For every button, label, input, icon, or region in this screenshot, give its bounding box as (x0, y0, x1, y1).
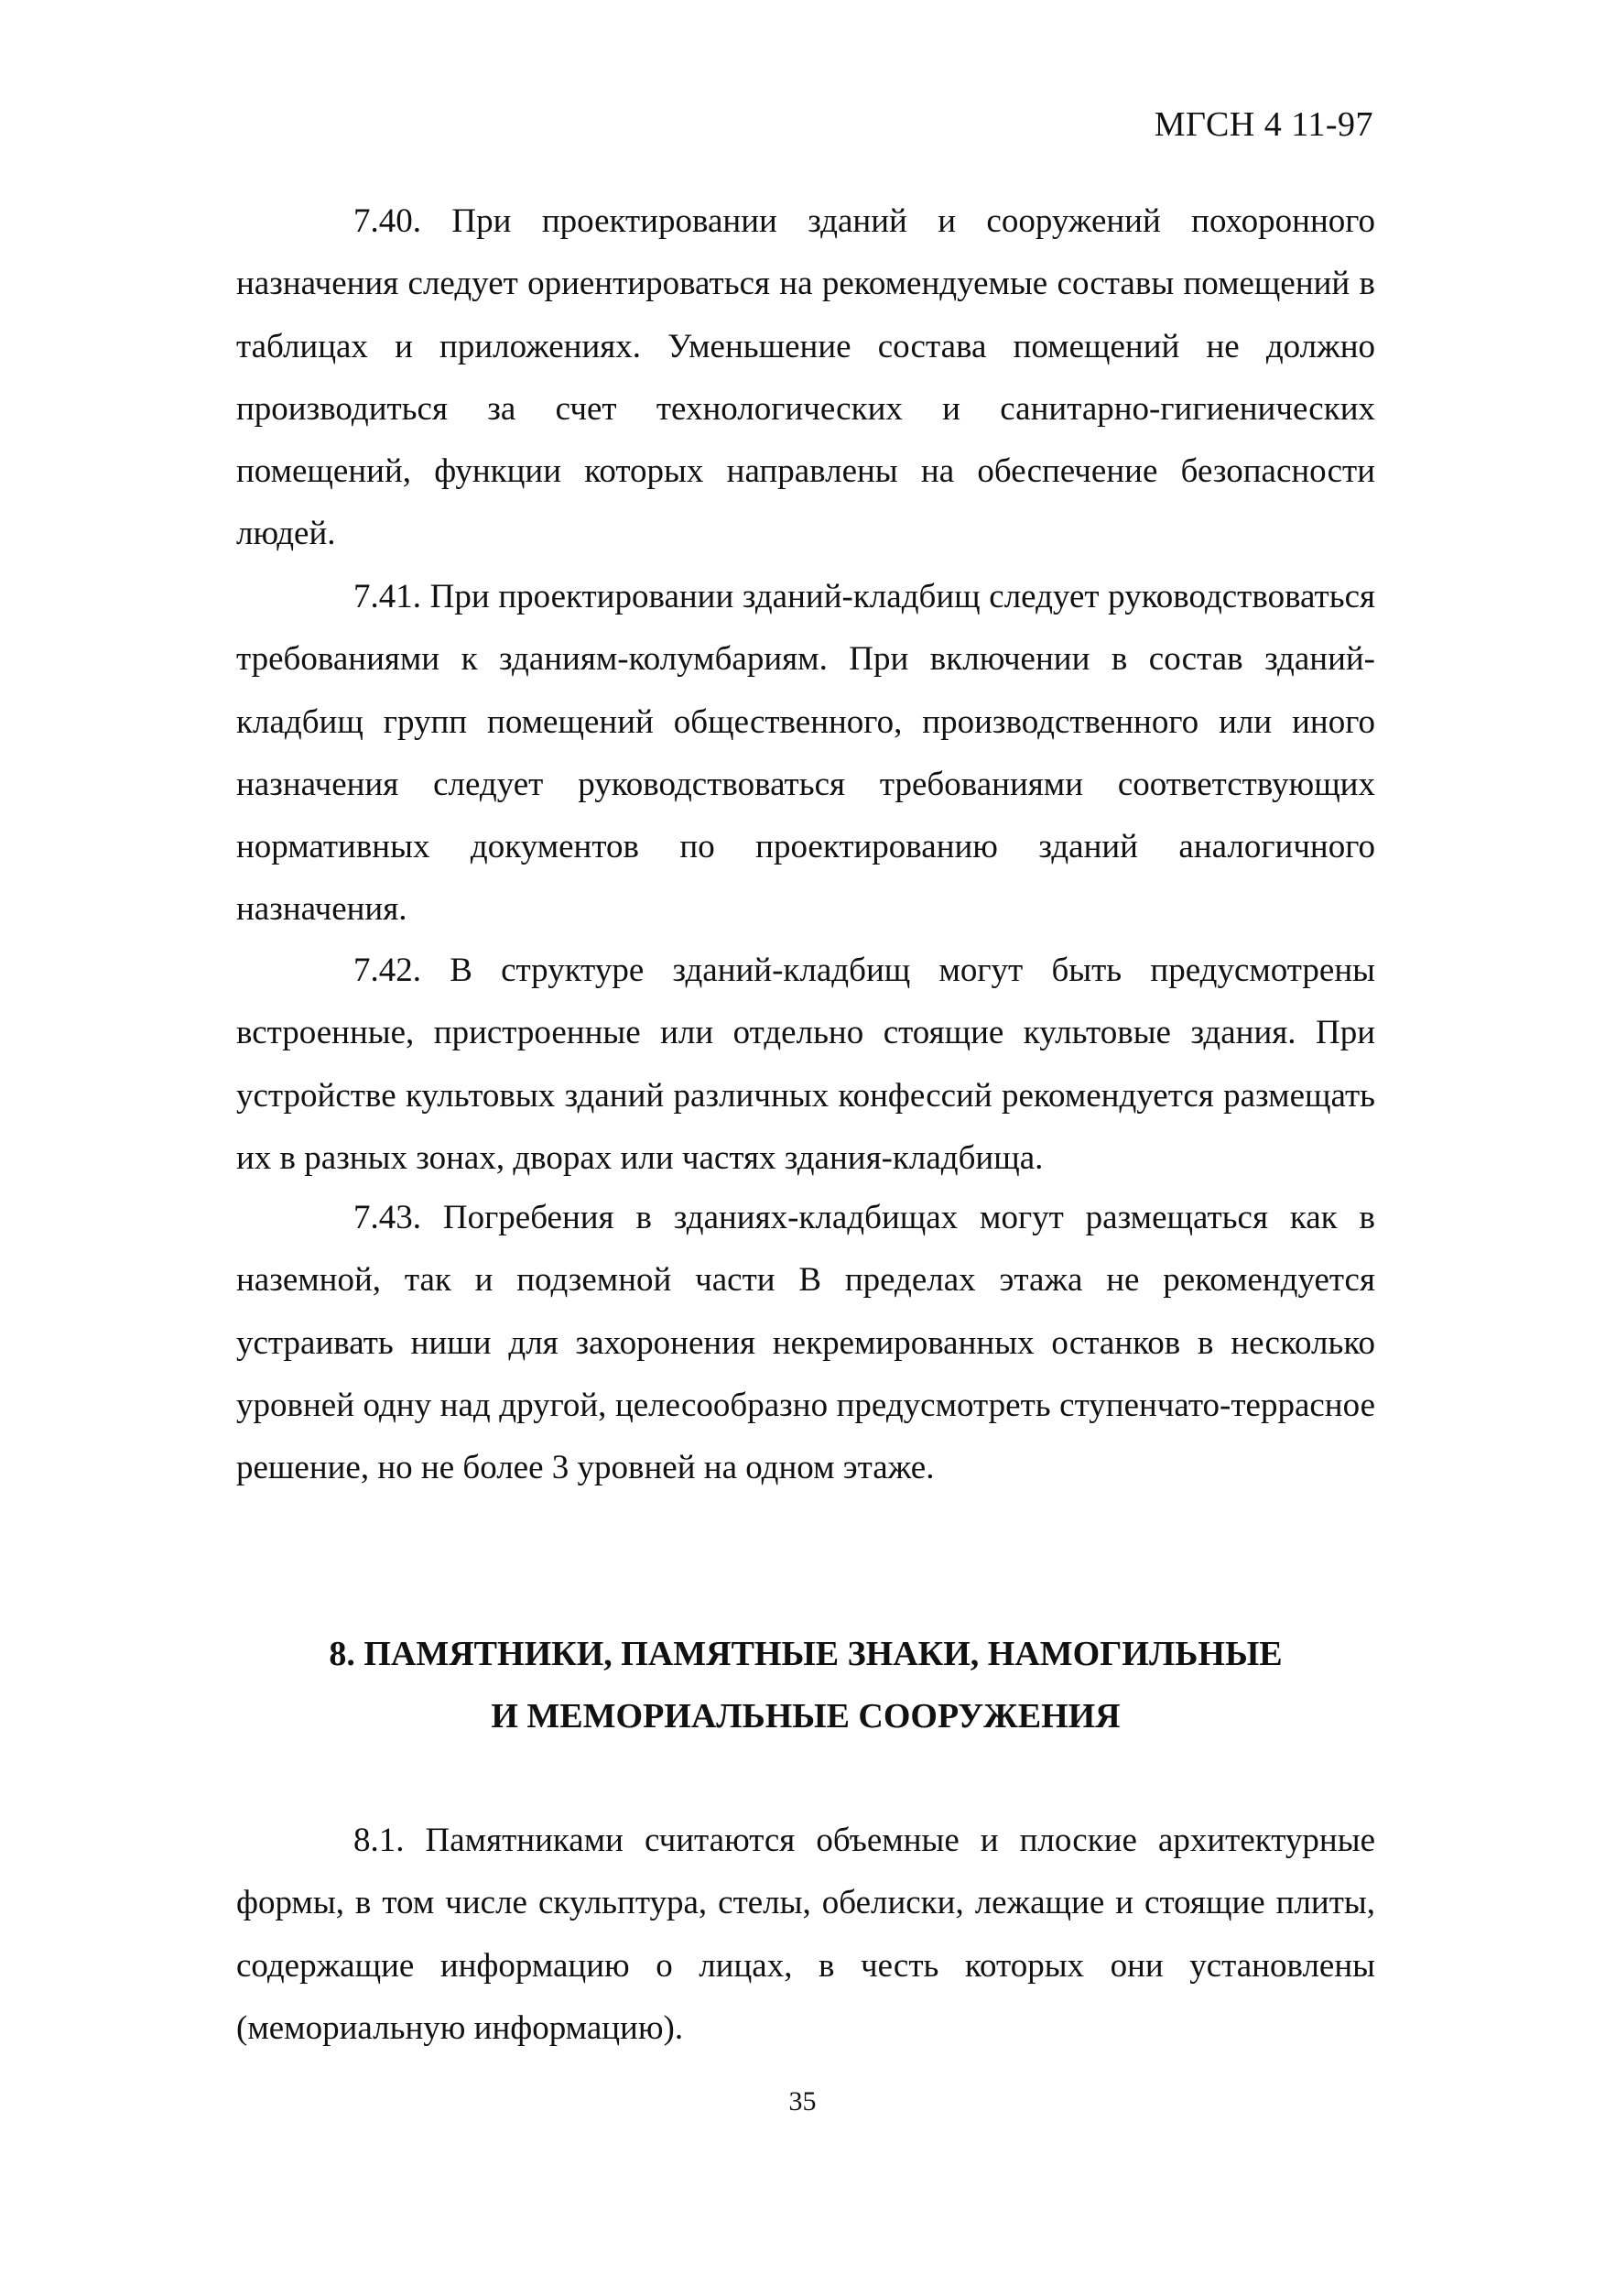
paragraph-number: 7.43. (353, 1199, 421, 1236)
paragraph-8-1 (236, 1810, 1375, 2060)
section-heading-line-1: 8. ПАМЯТНИКИ, ПАМЯТНЫЕ ЗНАКИ, НАМОГИЛЬНЫЕ (329, 1635, 1283, 1673)
paragraph-7-43 (236, 1187, 1375, 1499)
paragraph-text: При проектировании зданий и сооружений похоронного назначения следует ориентироваться на рекомендуемые составы помещений в таблицах и приложениях. Уменьшение состава помещений не должно производиться за счет технологических и санитарно-гигиенических помещений, функции которых направлены на обеспечение безопасности людей. (236, 202, 1375, 553)
section-heading (236, 1623, 1375, 1747)
document-code: МГСН 4 11-97 (1154, 105, 1373, 144)
section-heading-line-2: И МЕМОРИАЛЬНЫЕ СООРУЖЕНИЯ (491, 1697, 1121, 1736)
paragraph-text: Погребения в зданиях-кладбищах могут размещаться как в наземной, так и подземной части В пределах этажа не рекомендуется устраивать ниши для захоронения некремированных останков в несколько уровней одну над другой, целесообразно предусмотреть ступенчато-террасное решение, но не более 3 уровней на одном этаже. (236, 1199, 1375, 1487)
paragraph-text: Памятниками считаются объемные и плоские архитектурные формы, в том числе скульптура, стелы, обелиски, лежащие и стоящие плиты, содержащие информацию о лицах, в честь которых они установлены (мемориальную информацию). (236, 1822, 1376, 2047)
page-number: 35 (788, 2086, 817, 2116)
paragraph-number: 7.40. (353, 202, 421, 240)
paragraph-number: 7.41. (353, 578, 421, 615)
paragraph-7-41 (236, 566, 1375, 941)
paragraph-text: В структуре зданий-кладбищ могут быть предусмотрены встроенные, пристроенные или отдельно стоящие культовые здания. При устройстве культовых зданий различных конфессий рекомендуется размещать их в разных зонах, дворах или частях здания-кладбища. (236, 952, 1376, 1177)
paragraph-number: 8.1. (353, 1822, 405, 1859)
paragraph-text: При проектировании зданий-кладбищ следует руководствоваться требованиями к зданиям-колумбариям. При включении в состав зданий-кладбищ групп помещений общественного, производственного или иного назначения следует руководствоваться требованиями соответствующих нормативных документов по проектированию зданий аналогичного назначения. (236, 578, 1376, 929)
paragraph-7-40 (236, 190, 1375, 566)
paragraph-7-42 (236, 940, 1375, 1190)
paragraph-number: 7.42. (353, 952, 421, 989)
